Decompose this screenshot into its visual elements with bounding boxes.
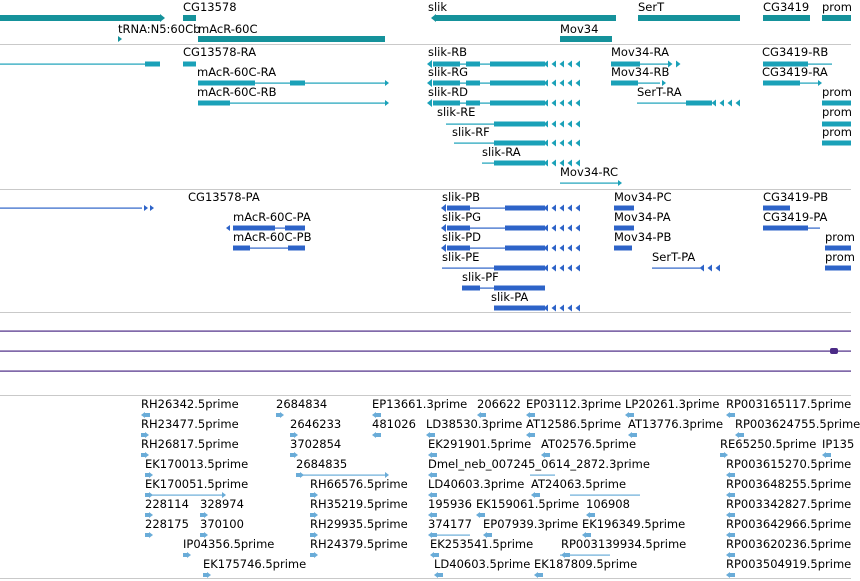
strand-arrow — [552, 100, 557, 107]
strand-arrow — [552, 160, 557, 167]
intron-line — [145, 495, 222, 496]
feature-block — [290, 453, 294, 457]
transcript-label[interactable]: slik-RB — [428, 45, 468, 59]
feature-block — [490, 62, 545, 67]
feature-block — [310, 553, 314, 557]
intron-line — [305, 83, 385, 84]
intron-line — [530, 475, 555, 476]
feature-block — [183, 553, 187, 557]
strand-arrow — [568, 305, 573, 312]
strand-arrow — [385, 100, 389, 106]
strand-arrow — [576, 205, 581, 212]
feature-block — [376, 433, 381, 437]
feature-block — [436, 15, 616, 21]
strand-arrow — [150, 205, 154, 211]
est-label[interactable]: RP003165117.5prime — [726, 397, 852, 411]
strand-arrow — [568, 140, 573, 147]
est-label[interactable]: AT02576.5prime — [541, 437, 637, 451]
transcript-label[interactable]: slik-RE — [437, 105, 476, 119]
feature-block — [490, 101, 545, 106]
protein-label[interactable]: mAcR-60C-PB — [233, 230, 312, 244]
protein-label[interactable]: Mov34-PC — [614, 190, 672, 204]
track-separator — [0, 395, 851, 396]
strand-arrow — [552, 80, 557, 87]
strand-arrow — [560, 305, 565, 312]
gene-label[interactable]: SerT — [638, 0, 665, 14]
protein-label[interactable]: Mov34-PB — [614, 230, 672, 244]
est-label[interactable]: LD38530.3prime — [426, 417, 523, 431]
strand-arrow — [560, 265, 565, 272]
strand-arrow — [552, 265, 557, 272]
strand-arrow — [618, 180, 622, 186]
est-label[interactable]: 206622 — [477, 397, 521, 411]
strand-arrow — [576, 265, 581, 272]
est-label[interactable]: 370100 — [200, 517, 244, 531]
strand-arrow — [712, 100, 717, 107]
protein-label[interactable]: prom — [825, 230, 856, 244]
strand-arrow — [560, 140, 565, 147]
est-label[interactable]: RP003139934.5prime — [561, 537, 687, 551]
intron-line — [800, 83, 818, 84]
track-separator — [0, 44, 851, 45]
protein-label[interactable]: slik-PD — [442, 230, 481, 244]
strand-arrow — [576, 100, 581, 107]
intron-line — [652, 268, 700, 269]
est-label[interactable]: RP003642966.5prime — [726, 517, 852, 531]
feature-block — [494, 122, 545, 127]
transcript-label[interactable]: prom — [822, 85, 853, 99]
transcript-label[interactable]: prom — [822, 105, 853, 119]
intron-line — [570, 495, 640, 496]
strand-arrow — [576, 245, 581, 252]
est-label[interactable]: RH66576.5prime — [310, 477, 408, 491]
intron-line — [638, 83, 660, 84]
est-label[interactable]: EK159061.5prime — [476, 497, 580, 511]
intron-line — [560, 555, 610, 556]
est-label[interactable]: RP003620236.5prime — [726, 537, 852, 551]
feature-block — [183, 15, 196, 21]
transcript-label[interactable]: CG3419-RA — [762, 65, 828, 79]
feature-block — [198, 101, 230, 106]
feature-block — [145, 533, 149, 537]
feature-block — [505, 226, 545, 231]
strand-arrow — [187, 552, 191, 558]
est-label[interactable]: AT13776.3prime — [628, 417, 724, 431]
strand-arrow — [560, 80, 565, 87]
strand-arrow — [568, 121, 573, 128]
est-label[interactable]: 3702854 — [290, 437, 342, 451]
strand-arrow — [568, 205, 573, 212]
strand-arrow — [552, 225, 557, 232]
protein-label[interactable]: mAcR-60C-PA — [233, 210, 311, 224]
feature-block — [505, 206, 545, 211]
est-label[interactable]: LD40603.5prime — [434, 557, 531, 571]
est-label[interactable]: LP20261.3prime — [625, 397, 720, 411]
est-label[interactable]: EK170051.5prime — [145, 477, 249, 491]
feature-block — [438, 573, 443, 577]
strand-arrow — [576, 140, 581, 147]
est-label[interactable]: 228175 — [145, 517, 189, 531]
transcript-label[interactable]: slik-RD — [428, 85, 469, 99]
feature-block — [822, 15, 851, 21]
feature-block — [611, 81, 638, 86]
strand-arrow — [280, 412, 284, 418]
intron-line — [442, 268, 494, 269]
protein-label[interactable]: slik-PF — [462, 270, 499, 284]
transcript-label[interactable]: slik-RF — [452, 125, 490, 139]
feature-block — [825, 266, 851, 271]
intron-line — [482, 163, 494, 164]
est-label[interactable]: 2646233 — [290, 417, 342, 431]
strand-arrow — [560, 205, 565, 212]
strand-arrow — [552, 140, 557, 147]
est-label[interactable]: RH24379.5prime — [310, 537, 408, 551]
strand-arrow — [552, 245, 557, 252]
est-label[interactable]: EK175746.5prime — [203, 557, 307, 571]
signal-peak — [830, 348, 838, 354]
strand-arrow — [736, 100, 741, 107]
feature-block — [0, 15, 160, 21]
feature-block — [763, 226, 808, 231]
track-separator — [0, 189, 851, 190]
est-label[interactable]: EP03112.3prime — [526, 397, 622, 411]
track-separator — [0, 578, 851, 579]
est-label[interactable]: RH29935.5prime — [310, 517, 408, 531]
strand-arrow — [560, 61, 565, 68]
protein-label[interactable]: slik-PA — [491, 290, 529, 304]
intron-line — [560, 183, 618, 184]
transcript-label[interactable]: Mov34-RB — [611, 65, 670, 79]
est-label[interactable]: RP003624755.5prime — [735, 417, 860, 431]
feature-block — [614, 246, 632, 251]
est-label[interactable]: RH35219.5prime — [310, 497, 408, 511]
intron-line — [430, 535, 470, 536]
est-label[interactable]: 2684834 — [276, 397, 328, 411]
strand-arrow — [476, 512, 480, 518]
strand-arrow — [314, 552, 318, 558]
transcript-label[interactable]: SerT-RA — [637, 85, 682, 99]
strand-arrow — [568, 100, 573, 107]
gene-label[interactable]: CG13578 — [183, 0, 237, 14]
strand-arrow — [560, 245, 565, 252]
strand-arrow — [568, 265, 573, 272]
transcript-label[interactable]: CG3419-RB — [762, 45, 829, 59]
feature-block — [490, 81, 545, 86]
feature-block — [233, 246, 250, 251]
strand-arrow — [576, 80, 581, 87]
est-label[interactable]: RE65250.5prime — [720, 437, 817, 451]
strand-arrow — [568, 225, 573, 232]
strand-arrow — [372, 432, 376, 438]
est-label[interactable]: AT12586.5prime — [526, 417, 622, 431]
feature-block — [505, 246, 545, 251]
intron-line — [0, 331, 851, 332]
est-label[interactable]: 2684835 — [296, 457, 348, 471]
est-label[interactable]: EP07939.3prime — [483, 517, 579, 531]
intron-line — [470, 208, 505, 209]
strand-arrow — [431, 14, 436, 22]
strand-arrow — [716, 265, 721, 272]
strand-arrow — [552, 121, 557, 128]
feature-block — [203, 573, 207, 577]
strand-arrow — [676, 61, 681, 68]
feature-block — [494, 161, 545, 166]
est-label[interactable]: EK196349.5prime — [582, 517, 686, 531]
transcript-label[interactable]: mAcR-60C-RA — [197, 65, 277, 79]
feature-block — [638, 15, 740, 21]
feature-block — [288, 246, 305, 251]
strand-arrow — [560, 121, 565, 128]
protein-label[interactable]: slik-PB — [442, 190, 481, 204]
protein-label[interactable]: SerT-PA — [652, 250, 696, 264]
protein-label[interactable]: CG3419-PA — [763, 210, 828, 224]
track-separator — [0, 312, 851, 313]
est-label[interactable]: RH26817.5prime — [141, 437, 239, 451]
feature-block — [462, 286, 480, 291]
intron-line — [0, 371, 851, 372]
gene-label[interactable]: mAcR-60C — [198, 22, 258, 36]
est-label[interactable]: RH23477.5prime — [141, 417, 239, 431]
protein-label[interactable]: slik-PE — [442, 250, 480, 264]
protein-label[interactable]: Mov34-PA — [614, 210, 671, 224]
strand-arrow — [568, 61, 573, 68]
gene-label[interactable]: CG3419 — [763, 0, 810, 14]
transcript-label[interactable]: CG13578-RA — [183, 45, 257, 59]
est-label[interactable]: RH26342.5prime — [141, 397, 239, 411]
strand-arrow — [160, 14, 165, 22]
est-label[interactable]: RP003342827.5prime — [726, 497, 852, 511]
intron-line — [0, 64, 145, 65]
transcript-label[interactable]: Mov34-RC — [560, 165, 618, 179]
transcript-label[interactable]: Mov34-RA — [611, 45, 669, 59]
est-label[interactable]: IP135 — [822, 437, 855, 451]
intron-line — [0, 351, 851, 352]
intron-line — [250, 248, 288, 249]
est-label[interactable]: RP003504919.5prime — [726, 557, 852, 571]
strand-arrow — [118, 36, 122, 42]
est-label[interactable]: 328974 — [200, 497, 244, 511]
protein-label[interactable]: CG3419-PB — [763, 190, 829, 204]
strand-arrow — [576, 121, 581, 128]
est-label[interactable]: EK291901.5prime — [428, 437, 532, 451]
intron-line — [255, 83, 290, 84]
strand-arrow — [560, 100, 565, 107]
feature-block — [763, 15, 810, 21]
feature-block — [730, 573, 735, 577]
est-label[interactable]: RP003615270.5prime — [726, 457, 852, 471]
intron-line — [637, 103, 686, 104]
feature-block — [466, 81, 480, 86]
transcript-label[interactable]: prom — [822, 125, 853, 139]
strand-arrow — [576, 305, 581, 312]
est-label[interactable]: Dmel_neb_007245_0614_2872.3prime — [428, 457, 650, 471]
feature-block — [494, 306, 545, 311]
transcript-label[interactable]: slik-RA — [482, 145, 521, 159]
est-label[interactable]: 195936 — [428, 497, 472, 511]
protein-label[interactable]: slik-PG — [442, 210, 482, 224]
strand-arrow — [728, 100, 733, 107]
intron-line — [808, 228, 820, 229]
strand-arrow — [552, 305, 557, 312]
feature-block — [183, 62, 196, 67]
feature-block — [720, 453, 724, 457]
intron-line — [460, 83, 466, 84]
est-label[interactable]: AT24063.5prime — [531, 477, 627, 491]
est-label[interactable]: 374177 — [428, 517, 472, 531]
intron-line — [0, 208, 142, 209]
est-label[interactable]: EK170013.5prime — [145, 457, 249, 471]
intron-line — [460, 103, 466, 104]
strand-arrow — [226, 225, 230, 231]
feature-block — [494, 266, 545, 271]
strand-arrow — [427, 99, 432, 107]
transcript-label[interactable]: slik-RG — [428, 65, 469, 79]
strand-arrow — [568, 80, 573, 87]
intron-line — [230, 103, 385, 104]
strand-arrow — [576, 61, 581, 68]
feature-block — [276, 413, 280, 417]
est-label[interactable]: EK187809.5prime — [534, 557, 638, 571]
feature-block — [560, 36, 612, 42]
est-label[interactable]: IP04356.5prime — [183, 537, 275, 551]
strand-arrow — [720, 100, 725, 107]
feature-block — [290, 81, 305, 86]
strand-arrow — [552, 61, 557, 68]
intron-line — [470, 248, 505, 249]
strand-arrow — [560, 225, 565, 232]
est-label[interactable]: EP13661.3prime — [372, 397, 468, 411]
gene-label[interactable]: slik — [428, 0, 448, 14]
intron-line — [480, 83, 490, 84]
est-label[interactable]: LD40603.3prime — [428, 477, 525, 491]
gene-label[interactable]: Mov34 — [560, 22, 599, 36]
strand-arrow — [568, 245, 573, 252]
est-label[interactable]: RP003648255.5prime — [726, 477, 852, 491]
intron-line — [480, 103, 490, 104]
feature-block — [763, 81, 800, 86]
gene-label[interactable]: prom — [822, 0, 853, 14]
intron-line — [454, 143, 494, 144]
gene-label[interactable]: tRNA:N5:60Cb — [118, 22, 201, 36]
intron-line — [480, 64, 490, 65]
strand-arrow — [552, 205, 557, 212]
feature-block — [296, 473, 300, 477]
protein-label[interactable]: prom — [825, 250, 856, 264]
intron-line — [300, 475, 385, 476]
strand-arrow — [385, 80, 389, 86]
protein-label[interactable]: CG13578-PA — [188, 190, 260, 204]
intron-line — [470, 228, 505, 229]
strand-arrow — [708, 265, 713, 272]
est-label[interactable]: 481026 — [372, 417, 416, 431]
feature-block — [145, 62, 160, 67]
feature-block — [466, 62, 480, 67]
feature-block — [198, 36, 385, 42]
strand-arrow — [700, 265, 705, 272]
strand-arrow — [144, 205, 148, 211]
est-label[interactable]: 228114 — [145, 497, 189, 511]
feature-block — [686, 101, 712, 106]
feature-block — [822, 141, 851, 146]
est-label[interactable]: 106908 — [586, 497, 630, 511]
strand-arrow — [576, 225, 581, 232]
feature-block — [538, 573, 543, 577]
transcript-label[interactable]: mAcR-60C-RB — [197, 85, 277, 99]
intron-line — [480, 288, 494, 289]
strand-arrow — [726, 412, 730, 418]
est-label[interactable]: EK253541.5prime — [430, 537, 534, 551]
intron-line — [275, 228, 285, 229]
strand-arrow — [149, 532, 153, 538]
